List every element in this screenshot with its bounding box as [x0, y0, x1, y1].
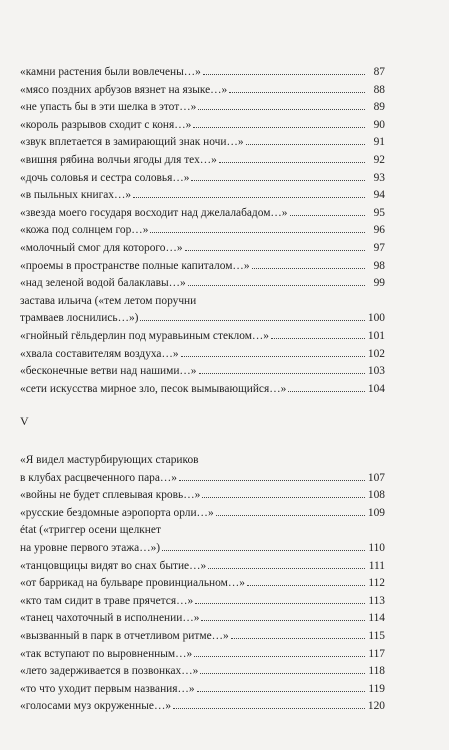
- dot-leader: [173, 707, 365, 709]
- toc-entry: [20, 328, 385, 346]
- toc-entry-title: «звук вплетается в замирающий знак ночи…»: [20, 136, 244, 149]
- toc-entry: [20, 558, 385, 576]
- dot-leader: [200, 672, 365, 674]
- dot-leader: [198, 108, 365, 110]
- toc-entry: [20, 575, 385, 593]
- toc-entry-page-number: 118: [368, 665, 385, 678]
- dot-leader: [252, 267, 365, 269]
- toc-entry-title: «танцовщицы видят во снах бытие…»: [20, 559, 207, 572]
- toc-entry-title: «кожа под солнцем гор…»: [20, 224, 149, 237]
- toc-entry-title: «над зеленой водой балаклавы…»: [20, 277, 186, 290]
- dot-leader: [246, 143, 365, 145]
- toc-entry-page-number: 103: [367, 365, 385, 378]
- toc-entry-page-number: 120: [367, 700, 385, 713]
- toc-entry-title: «то что уходит первым названия…»: [20, 682, 195, 695]
- toc-entry: [20, 170, 385, 188]
- toc-entry-page-number: 92: [373, 153, 385, 166]
- toc-entry-title: «сети искусства мирное зло, песок вымывающийся…»: [20, 382, 287, 395]
- toc-entry-title: «так вступают по выровненным…»: [20, 647, 193, 660]
- toc-entry-title: «гнойный гёльдерлин под муравьиным стеклом…»: [20, 329, 269, 342]
- toc-entry-page-number: 98: [373, 259, 385, 272]
- toc-entry-page-number: 89: [373, 101, 385, 114]
- dot-leader: [188, 284, 365, 286]
- dot-leader: [271, 337, 365, 339]
- dot-leader: [185, 249, 365, 251]
- toc-entry: [20, 117, 385, 135]
- toc-entry: [20, 64, 385, 82]
- toc-entry-page-number: 101: [367, 329, 385, 342]
- toc-entry: [20, 363, 385, 381]
- dot-leader: [208, 567, 365, 569]
- dot-leader: [290, 214, 365, 216]
- toc-entry: [20, 610, 385, 628]
- toc-entry-page-number: 93: [373, 171, 385, 184]
- toc-entry-title: «мясо поздних арбузов вязнет на языке…»: [20, 83, 228, 96]
- dot-leader: [150, 231, 365, 233]
- toc-entry-title: «камни растения были вовлечены…»: [20, 66, 201, 78]
- section-heading: V: [20, 414, 30, 428]
- dot-leader: [191, 179, 365, 181]
- toc-entry: [20, 310, 385, 328]
- toc-entry-title: «войны не будет сплевывая кровь…»: [20, 489, 201, 502]
- dot-leader: [231, 637, 365, 639]
- toc-entry: [20, 646, 385, 664]
- dot-leader: [195, 602, 365, 604]
- toc-entry-title: «дочь соловья и сестра соловья…»: [20, 171, 190, 184]
- toc-entry-page-number: 90: [373, 118, 385, 131]
- toc-entry-title: «бесконечные ветви над нашими…»: [20, 365, 197, 378]
- toc-entry-page-number: 96: [373, 224, 385, 237]
- dot-leader: [179, 479, 365, 481]
- toc-entry: [20, 346, 385, 364]
- toc-entry: [20, 698, 385, 716]
- toc-entry-title: «русские бездомные аэропорта орли…»: [20, 506, 214, 519]
- toc-entry-title: «молочный смог для которого…»: [20, 241, 183, 254]
- toc-entry: [20, 187, 385, 205]
- toc-entry: [20, 258, 385, 276]
- toc-entry-page-number: 91: [373, 136, 385, 149]
- toc-entry-title: «голосами муз окруженные…»: [20, 700, 172, 713]
- toc-entry: [20, 134, 385, 152]
- dot-leader: [288, 390, 365, 392]
- toc-entry-page-number: 117: [368, 647, 385, 660]
- dot-leader: [247, 584, 365, 586]
- toc-entry: [20, 540, 385, 558]
- toc-entry-title: «в пыльных книгах…»: [20, 189, 132, 202]
- toc-entry: [20, 152, 385, 170]
- dot-leader: [229, 91, 365, 93]
- toc-entry-title: в клубах расцвеченного пара…»: [20, 471, 177, 484]
- toc-entry-first-line: застава ильича («тем летом поручни: [20, 294, 197, 307]
- toc-entry-page-number: 113: [368, 594, 385, 607]
- toc-entry-page-number: 111: [368, 559, 385, 572]
- toc-entry-page-number: 112: [368, 577, 385, 590]
- dot-leader: [201, 619, 365, 621]
- toc-entry-title: трамваев лоснились…»): [20, 312, 139, 325]
- toc-entry-page-number: 95: [373, 206, 385, 219]
- dot-leader: [140, 319, 365, 321]
- toc-entry-page-number: 100: [367, 312, 385, 325]
- toc-section-a: [20, 64, 385, 398]
- toc-entry-page-number: 87: [373, 66, 385, 78]
- dot-leader: [216, 514, 365, 516]
- dot-leader: [194, 655, 365, 657]
- dot-leader: [181, 355, 365, 357]
- toc-entry-title: «король разрывов сходит с коня…»: [20, 118, 192, 131]
- dot-leader: [162, 549, 365, 551]
- toc-entry-title: «лето задерживается в позвонках…»: [20, 665, 199, 678]
- toc-entry-page-number: 115: [368, 629, 385, 642]
- toc-section-b: [20, 452, 385, 716]
- toc-entry-page-number: 114: [368, 612, 385, 625]
- toc-entry: [20, 99, 385, 117]
- toc-entry-title: «хвала составителям воздуха…»: [20, 347, 179, 360]
- toc-entry: [20, 470, 385, 488]
- toc-entry-page-number: 104: [367, 382, 385, 395]
- toc-entry-page-number: 94: [373, 189, 385, 202]
- dot-leader: [133, 196, 365, 198]
- toc-entry-page-number: 102: [367, 347, 385, 360]
- toc-entry-page-number: 119: [368, 682, 385, 695]
- toc-entry-title: «проемы в пространстве полные капиталом…»: [20, 259, 250, 272]
- toc-entry-title: «не упасть бы в эти шелка в этот…»: [20, 101, 197, 114]
- toc-entry: [20, 205, 385, 223]
- dot-leader: [199, 372, 365, 374]
- toc-entry: [20, 663, 385, 681]
- toc-entry-page-number: 107: [367, 471, 385, 484]
- toc-entry: [20, 681, 385, 699]
- toc-entry-title: «от баррикад на бульваре провинциальном…»: [20, 577, 245, 590]
- toc-entry: [20, 381, 385, 399]
- dot-leader: [197, 690, 365, 692]
- toc-entry-page-number: 88: [373, 83, 385, 96]
- toc-entry: [20, 275, 385, 293]
- toc-entry: [20, 240, 385, 258]
- toc-entry: [20, 505, 385, 523]
- toc-entry: [20, 82, 385, 100]
- dot-leader: [202, 496, 365, 498]
- toc-entry-title: на уровне первого этажа…»): [20, 541, 161, 554]
- toc-entry-title: «вишня рябина волчьи ягоды для тех…»: [20, 153, 217, 166]
- toc-entry-page-number: 97: [373, 241, 385, 254]
- toc-entry-first-line: «Я видел мастурбирующих стариков: [20, 454, 199, 466]
- toc-entry-title: «звезда моего государя восходит над джелалабадом…»: [20, 206, 288, 219]
- toc-entry: [20, 593, 385, 611]
- toc-entry-page-number: 109: [367, 506, 385, 519]
- toc-entry: [20, 628, 385, 646]
- toc-entry: [20, 487, 385, 505]
- toc-entry-title: «кто там сидит в траве прячется…»: [20, 594, 194, 607]
- dot-leader: [193, 126, 365, 128]
- dot-leader: [219, 161, 365, 163]
- toc-entry-page-number: 99: [373, 277, 385, 290]
- toc-entry: [20, 222, 385, 240]
- toc-entry-first-line: état («триггер осени щелкнет: [20, 524, 161, 537]
- dot-leader: [203, 73, 365, 75]
- toc-entry-title: «танец чахоточный в исполнении…»: [20, 612, 200, 625]
- toc-entry-title: «вызванный в парк в отчетливом ритме…»: [20, 629, 229, 642]
- toc-entry-page-number: 108: [367, 489, 385, 502]
- toc-entry-page-number: 110: [368, 541, 385, 554]
